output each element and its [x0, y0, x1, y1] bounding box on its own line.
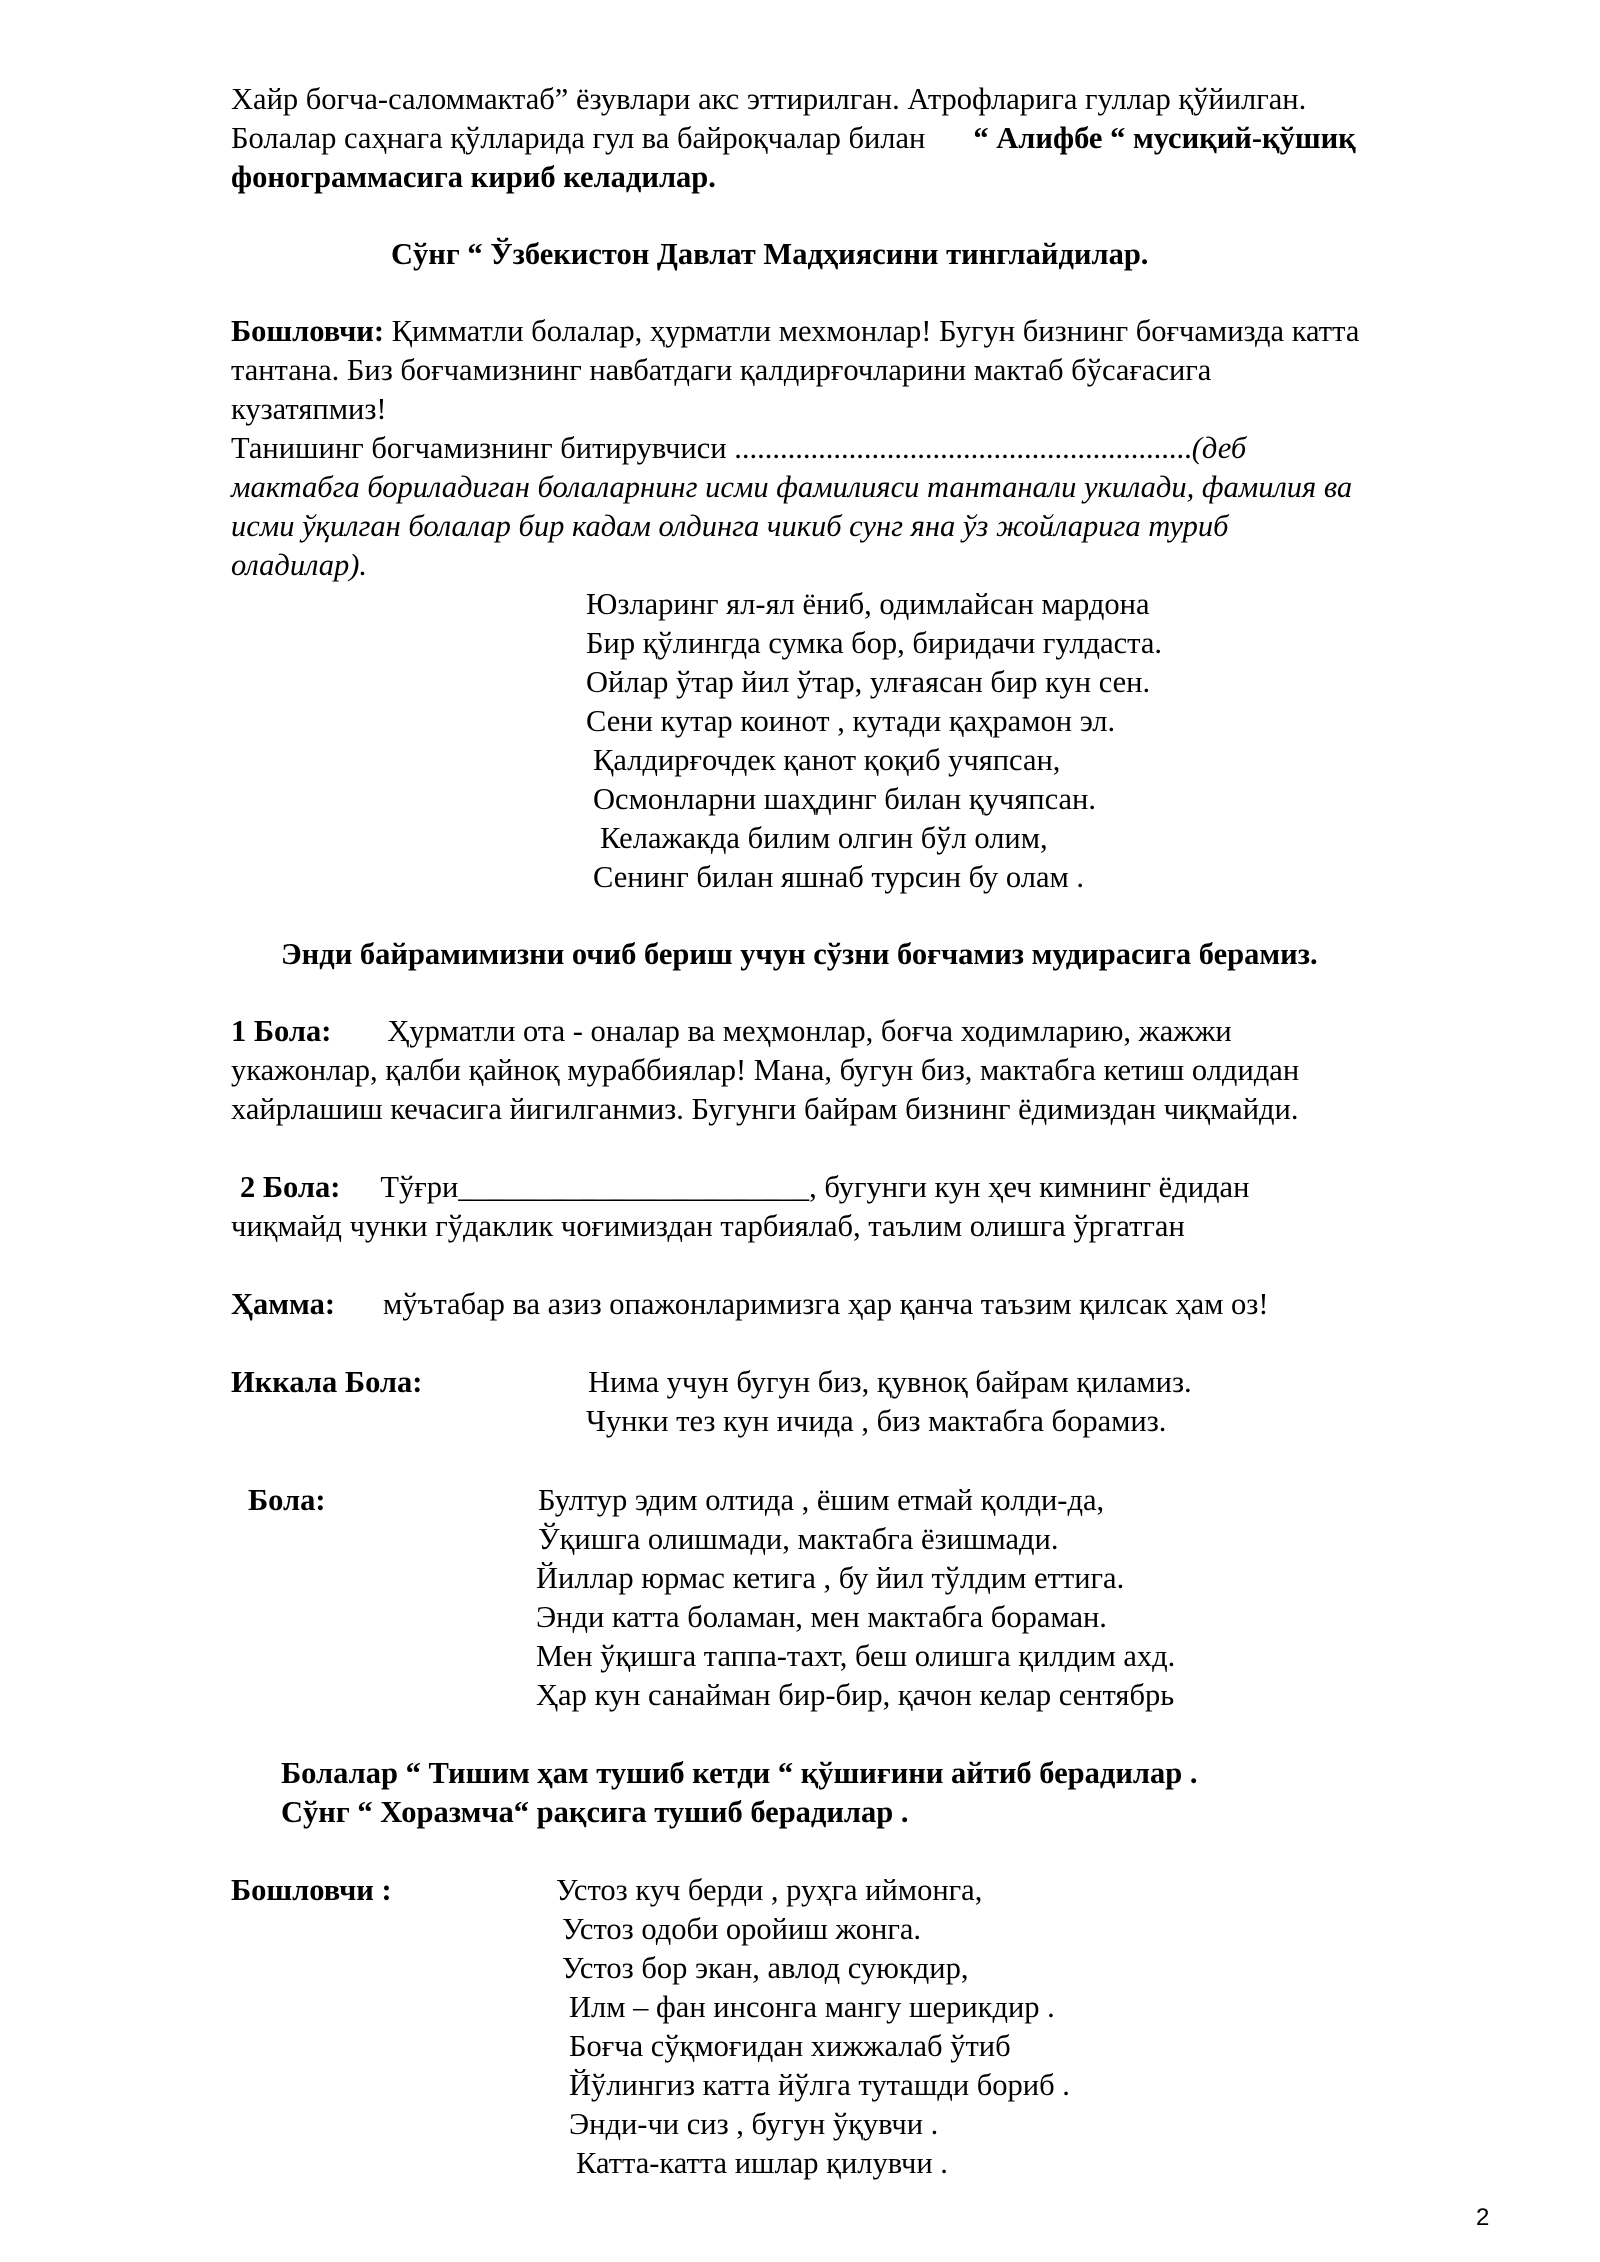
speaker-label: Бола:: [248, 1483, 326, 1517]
speech-line: тантана. Биз боғчамизнинг навбатдаги қалдирғочларини мактаб бўсағасига: [231, 353, 1212, 387]
poem-line: Илм – фан инсонга мангу шерикдир .: [569, 1990, 1055, 2024]
child2-speech: [240, 1168, 1249, 1207]
stage-direction: исми ўқилган болалар бир кадам олдинга чикиб сунг яна ўз жойларига туриб: [231, 509, 1229, 543]
poem-line: Келажакда билим олгин бўл олим,: [600, 821, 1048, 855]
speaker-label: Бошловчи :: [231, 1873, 392, 1907]
intro-line: фонограммасига кириб келадилар.: [231, 160, 716, 194]
speaker-label: Бошловчи:: [231, 314, 385, 348]
poem-line: Йиллар юрмас кетига , бу йил тўлдим еттига.: [536, 1561, 1125, 1595]
speaker-label: 1 Бола:: [231, 1014, 332, 1048]
poem-line: Осмонларни шаҳдинг билан қучяпсан.: [593, 782, 1096, 816]
speech-text: Ҳурматли ота - оналар ва меҳмонлар, боғча ходимларию, жажжи: [387, 1014, 1232, 1048]
speaker-label: Иккала Бола:: [231, 1365, 423, 1399]
poem-line: Сенинг билан яшнаб турсин бу олам .: [593, 860, 1085, 894]
intro-bold-text: “ Алифбе “ мусиқий-қўшиқ: [973, 121, 1356, 155]
poem-line: Юзларинг ял-ял ёниб, одимлайсан мардона: [586, 587, 1150, 621]
dance-announcement: Сўнг “ Хоразмча“ рақсига тушиб берадилар .: [281, 1795, 909, 1829]
poem-line: Бир қўлингда сумка бор, биридачи гулдаста.: [586, 626, 1163, 660]
poem-line: Боғча сўқмоғидан хижжалаб ўтиб: [569, 2029, 1011, 2063]
speech-line: чиқмайд чунки гўдаклик чоғимиздан тарбиялаб, таълим олишга ўргатган: [231, 1209, 1185, 1243]
speaker-label: 2 Бола:: [240, 1170, 341, 1204]
all-speech: [231, 1285, 1269, 1324]
speaker-label: Ҳамма:: [231, 1287, 336, 1321]
poem-line: Қалдирғочдек қанот қоқиб учяпсан,: [593, 743, 1061, 777]
poem-line: Сени кутар коинот , кутади қаҳрамон эл.: [586, 704, 1116, 738]
speech-text: Тўғри_______________________, бугунги кун ҳеч кимнинг ёдидан: [380, 1170, 1250, 1204]
child1-speech: [231, 1012, 1232, 1051]
speech-line: хайрлашиш кечасига йигилганмиз. Бугунги байрам бизнинг ёдимиздан чиқмайди.: [231, 1092, 1299, 1126]
poem-line: Катта-катта ишлар қилувчи .: [576, 2146, 948, 2180]
poem-line: Устоз куч берди , руҳга иймонга,: [556, 1873, 983, 1907]
poem-line: Ҳар кун санайман бир-бир, қачон келар сентябрь: [536, 1678, 1175, 1712]
speech-text: мўътабар ва азиз опажонларимизга ҳар қанча таъзим қилсак ҳам оз!: [383, 1287, 1269, 1321]
poem-line: Чунки тез кун ичида , биз мактабга борамиз.: [586, 1404, 1167, 1438]
poem-line: Устоз бор экан, авлод суюкдир,: [562, 1951, 969, 1985]
speech-line: укажонлар, қалби қайноқ мураббиялар! Мана, бугун биз, мактабга кетиш олдидан: [231, 1053, 1300, 1087]
anthem-heading: Сўнг “ Ўзбекистон Давлат Мадҳиясини тинглайдилар.: [391, 237, 1149, 271]
speech-text: Танишинг богчамизнинг битирувчиси ............................................................: [231, 431, 1192, 465]
poem-line: Энди катта боламан, мен мактабга бораман.: [536, 1600, 1107, 1634]
poem-line: Ўқишга олишмади, мактабга ёзишмади.: [538, 1522, 1059, 1556]
speech-line: [231, 429, 1246, 468]
intro-line: Хайр богча-саломмактаб” ёзувлари акс эттирилган. Атрофларига гуллар қўйилган.: [231, 82, 1307, 116]
host-speech: [231, 312, 1359, 351]
poem-line: Йўлингиз катта йўлга туташди бориб .: [569, 2068, 1070, 2102]
page-number: 2: [1476, 2204, 1490, 2231]
poem-line: Бултур эдим олтида , ёшим етмай қолди-да,: [538, 1483, 1105, 1517]
opening-heading: Энди байрамимизни очиб бериш учун сўзни боғчамиз мудирасига берамиз.: [281, 937, 1318, 971]
speech-line: кузатяпмиз!: [231, 392, 387, 426]
stage-direction: мактабга бориладиган болаларнинг исми фамилияси тантанали укилади, фамилия ва: [231, 470, 1353, 504]
poem-line: Мен ўқишга таппа-тахт, беш олишга қилдим ахд.: [536, 1639, 1176, 1673]
poem-line: Ойлар ўтар йил ўтар, улғаясан бир кун сен.: [586, 665, 1151, 699]
poem-line: Нима учун бугун биз, қувноқ байрам қиламиз.: [588, 1365, 1192, 1399]
intro-line: [231, 119, 1356, 158]
intro-text: Болалар саҳнага қўлларида гул ва байроқчалар билан: [231, 121, 926, 155]
poem-line: Устоз одоби оройиш жонга.: [562, 1912, 921, 1946]
speech-text: Қимматли болалар, ҳурматли мехмонлар! Бугун бизнинг боғчамизда катта: [391, 314, 1360, 348]
stage-direction: (деб: [1191, 431, 1247, 465]
poem-line: Энди-чи сиз , бугун ўқувчи .: [569, 2107, 939, 2141]
stage-direction: оладилар).: [231, 548, 368, 582]
song-announcement: Болалар “ Тишим ҳам тушиб кетди “ қўшиғини айтиб берадилар .: [281, 1756, 1198, 1790]
